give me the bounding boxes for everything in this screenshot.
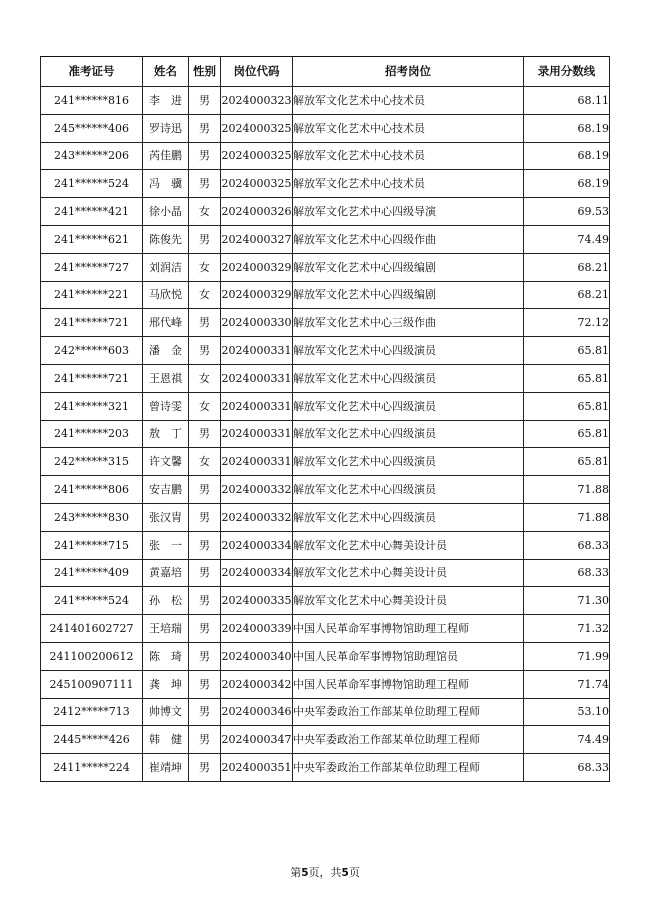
cell-gender: 男	[189, 170, 221, 198]
table-row	[41, 364, 610, 392]
cell-name: 罗诗迅	[143, 114, 189, 142]
cell-post-code: 2024000325	[221, 142, 293, 170]
cell-post-code: 2024000327	[221, 225, 293, 253]
table-row	[41, 420, 610, 448]
cell-name: 徐小晶	[143, 198, 189, 226]
cell-gender: 女	[189, 448, 221, 476]
cell-exam-id: 241******321	[41, 392, 143, 420]
header-name: 姓名	[143, 57, 189, 87]
cell-name: 敖 丁	[143, 420, 189, 448]
cell-score: 71.30	[524, 587, 610, 615]
cell-gender: 男	[189, 754, 221, 782]
cell-exam-id: 241******409	[41, 559, 143, 587]
table-header-row	[41, 57, 610, 87]
cell-name: 张 一	[143, 531, 189, 559]
cell-name: 许文馨	[143, 448, 189, 476]
cell-gender: 男	[189, 309, 221, 337]
cell-score: 69.53	[524, 198, 610, 226]
header-exam-id: 准考证号	[41, 57, 143, 87]
cell-name: 崔靖坤	[143, 754, 189, 782]
cell-score: 68.19	[524, 142, 610, 170]
cell-name: 韩 健	[143, 726, 189, 754]
cell-score: 68.33	[524, 559, 610, 587]
cell-post-title: 解放军文化艺术中心技术员	[293, 87, 524, 115]
cell-post-title: 解放军文化艺术中心四级导演	[293, 198, 524, 226]
cell-score: 68.19	[524, 114, 610, 142]
cell-exam-id: 241******806	[41, 476, 143, 504]
cell-post-code: 2024000340	[221, 642, 293, 670]
cell-name: 冯 骥	[143, 170, 189, 198]
cell-post-title: 解放军文化艺术中心舞美设计员	[293, 587, 524, 615]
cell-post-title: 解放军文化艺术中心四级演员	[293, 364, 524, 392]
cell-name: 张汉胄	[143, 503, 189, 531]
cell-score: 65.81	[524, 337, 610, 365]
cell-score: 68.11	[524, 87, 610, 115]
cell-score: 74.49	[524, 726, 610, 754]
table-row	[41, 198, 610, 226]
cell-score: 71.99	[524, 642, 610, 670]
cell-exam-id: 241******524	[41, 170, 143, 198]
cell-exam-id: 245******406	[41, 114, 143, 142]
table-row	[41, 670, 610, 698]
table-row	[41, 87, 610, 115]
table-row	[41, 142, 610, 170]
cell-gender: 女	[189, 198, 221, 226]
table-row	[41, 281, 610, 309]
cell-name: 马欣悦	[143, 281, 189, 309]
cell-score: 65.81	[524, 364, 610, 392]
cell-post-code: 2024000339	[221, 615, 293, 643]
cell-name: 王培瑞	[143, 615, 189, 643]
cell-post-code: 2024000330	[221, 309, 293, 337]
cell-exam-id: 241******816	[41, 87, 143, 115]
cell-score: 68.21	[524, 281, 610, 309]
table-row	[41, 503, 610, 531]
header-score: 录用分数线	[524, 57, 610, 87]
cell-exam-id: 2412*****713	[41, 698, 143, 726]
cell-name: 陈俊先	[143, 225, 189, 253]
cell-gender: 男	[189, 615, 221, 643]
cell-exam-id: 241100200612	[41, 642, 143, 670]
cell-exam-id: 243******206	[41, 142, 143, 170]
cell-score: 53.10	[524, 698, 610, 726]
cell-post-title: 解放军文化艺术中心四级演员	[293, 337, 524, 365]
cell-name: 王恩祺	[143, 364, 189, 392]
cell-exam-id: 245100907111	[41, 670, 143, 698]
cell-exam-id: 241******621	[41, 225, 143, 253]
cell-post-code: 2024000326	[221, 198, 293, 226]
cell-gender: 女	[189, 281, 221, 309]
cell-gender: 女	[189, 364, 221, 392]
cell-name: 曾诗雯	[143, 392, 189, 420]
cell-name: 陈 琦	[143, 642, 189, 670]
cell-score: 68.33	[524, 754, 610, 782]
footer-total-pages: 5	[341, 867, 349, 879]
cell-post-code: 2024000331	[221, 392, 293, 420]
cell-score: 71.88	[524, 476, 610, 504]
cell-exam-id: 241******524	[41, 587, 143, 615]
cell-gender: 男	[189, 337, 221, 365]
table-row	[41, 476, 610, 504]
cell-post-code: 2024000334	[221, 559, 293, 587]
cell-name: 芮佳鹏	[143, 142, 189, 170]
cell-post-title: 解放军文化艺术中心舞美设计员	[293, 559, 524, 587]
cell-post-title: 中央军委政治工作部某单位助理工程师	[293, 698, 524, 726]
cell-post-title: 解放军文化艺术中心技术员	[293, 170, 524, 198]
cell-post-code: 2024000335	[221, 587, 293, 615]
cell-post-title: 解放军文化艺术中心四级演员	[293, 420, 524, 448]
cell-post-code: 2024000325	[221, 170, 293, 198]
page-footer	[0, 864, 650, 880]
cell-gender: 男	[189, 587, 221, 615]
cell-score: 74.49	[524, 225, 610, 253]
cell-gender: 男	[189, 531, 221, 559]
cell-post-code: 2024000329	[221, 281, 293, 309]
footer-mid: 页，共	[308, 866, 342, 879]
cell-name: 孙 松	[143, 587, 189, 615]
cell-exam-id: 241******721	[41, 364, 143, 392]
cell-exam-id: 241******221	[41, 281, 143, 309]
cell-exam-id: 241******715	[41, 531, 143, 559]
cell-name: 黄嘉培	[143, 559, 189, 587]
cell-gender: 男	[189, 726, 221, 754]
cell-gender: 男	[189, 559, 221, 587]
header-post-code: 岗位代码	[221, 57, 293, 87]
cell-score: 65.81	[524, 420, 610, 448]
cell-post-title: 解放军文化艺术中心四级编剧	[293, 281, 524, 309]
cell-post-code: 2024000331	[221, 448, 293, 476]
cell-name: 帅博文	[143, 698, 189, 726]
cell-gender: 男	[189, 698, 221, 726]
cell-gender: 男	[189, 476, 221, 504]
cell-post-code: 2024000332	[221, 503, 293, 531]
table-row	[41, 559, 610, 587]
cell-name: 潘 金	[143, 337, 189, 365]
cell-score: 65.81	[524, 392, 610, 420]
cell-post-code: 2024000331	[221, 364, 293, 392]
cell-gender: 女	[189, 392, 221, 420]
cell-post-code: 2024000331	[221, 420, 293, 448]
table-row	[41, 114, 610, 142]
cell-post-title: 中国人民革命军事博物馆助理工程师	[293, 670, 524, 698]
table-row	[41, 337, 610, 365]
cell-exam-id: 243******830	[41, 503, 143, 531]
table-row	[41, 615, 610, 643]
cell-post-code: 2024000347	[221, 726, 293, 754]
table-row	[41, 531, 610, 559]
cell-post-title: 解放军文化艺术中心四级演员	[293, 476, 524, 504]
cell-score: 71.88	[524, 503, 610, 531]
footer-suffix: 页	[348, 866, 360, 879]
cell-name: 安吉鹏	[143, 476, 189, 504]
cell-gender: 男	[189, 142, 221, 170]
cell-exam-id: 241******721	[41, 309, 143, 337]
header-gender: 性别	[189, 57, 221, 87]
cell-gender: 男	[189, 670, 221, 698]
table-row	[41, 170, 610, 198]
cell-post-title: 中央军委政治工作部某单位助理工程师	[293, 726, 524, 754]
cell-post-code: 2024000325	[221, 114, 293, 142]
table-row	[41, 754, 610, 782]
cell-exam-id: 241******203	[41, 420, 143, 448]
table-row	[41, 309, 610, 337]
cell-name: 邢代峰	[143, 309, 189, 337]
cell-post-title: 解放军文化艺术中心四级演员	[293, 503, 524, 531]
cell-post-code: 2024000323	[221, 87, 293, 115]
table-row	[41, 587, 610, 615]
cell-gender: 男	[189, 114, 221, 142]
table-row	[41, 225, 610, 253]
cell-gender: 男	[189, 225, 221, 253]
cell-post-title: 解放军文化艺术中心舞美设计员	[293, 531, 524, 559]
cell-exam-id: 241******421	[41, 198, 143, 226]
cell-exam-id: 242******315	[41, 448, 143, 476]
cell-gender: 男	[189, 87, 221, 115]
cell-name: 刘润洁	[143, 253, 189, 281]
cell-gender: 男	[189, 420, 221, 448]
cell-post-code: 2024000342	[221, 670, 293, 698]
cell-post-code: 2024000346	[221, 698, 293, 726]
cell-post-code: 2024000334	[221, 531, 293, 559]
cell-post-title: 中国人民革命军事博物馆助理工程师	[293, 615, 524, 643]
cell-post-title: 解放军文化艺术中心技术员	[293, 114, 524, 142]
cell-post-title: 中国人民革命军事博物馆助理馆员	[293, 642, 524, 670]
footer-page-number: 5	[301, 867, 309, 879]
table-row	[41, 392, 610, 420]
cell-post-title: 解放军文化艺术中心三级作曲	[293, 309, 524, 337]
table-row	[41, 642, 610, 670]
cell-score: 68.21	[524, 253, 610, 281]
cell-exam-id: 2411*****224	[41, 754, 143, 782]
header-post-title: 招考岗位	[293, 57, 524, 87]
cell-exam-id: 2445*****426	[41, 726, 143, 754]
table-row	[41, 448, 610, 476]
cell-post-title: 解放军文化艺术中心技术员	[293, 142, 524, 170]
cell-post-title: 解放军文化艺术中心四级编剧	[293, 253, 524, 281]
cell-post-code: 2024000332	[221, 476, 293, 504]
cell-name: 龚 坤	[143, 670, 189, 698]
cell-score: 71.74	[524, 670, 610, 698]
cell-gender: 女	[189, 253, 221, 281]
cell-post-title: 解放军文化艺术中心四级演员	[293, 392, 524, 420]
table-row	[41, 253, 610, 281]
table-row	[41, 698, 610, 726]
cell-exam-id: 242******603	[41, 337, 143, 365]
cell-exam-id: 241******727	[41, 253, 143, 281]
table-row	[41, 726, 610, 754]
cell-post-title: 解放军文化艺术中心四级演员	[293, 448, 524, 476]
footer-prefix: 第	[290, 866, 302, 879]
cell-name: 李 进	[143, 87, 189, 115]
admission-score-table	[40, 56, 610, 782]
cell-gender: 男	[189, 642, 221, 670]
cell-score: 72.12	[524, 309, 610, 337]
cell-post-code: 2024000329	[221, 253, 293, 281]
cell-score: 68.33	[524, 531, 610, 559]
cell-score: 71.32	[524, 615, 610, 643]
cell-post-code: 2024000331	[221, 337, 293, 365]
cell-post-title: 中央军委政治工作部某单位助理工程师	[293, 754, 524, 782]
cell-exam-id: 241401602727	[41, 615, 143, 643]
cell-gender: 男	[189, 503, 221, 531]
cell-post-title: 解放军文化艺术中心四级作曲	[293, 225, 524, 253]
cell-score: 68.19	[524, 170, 610, 198]
cell-score: 65.81	[524, 448, 610, 476]
cell-post-code: 2024000351	[221, 754, 293, 782]
